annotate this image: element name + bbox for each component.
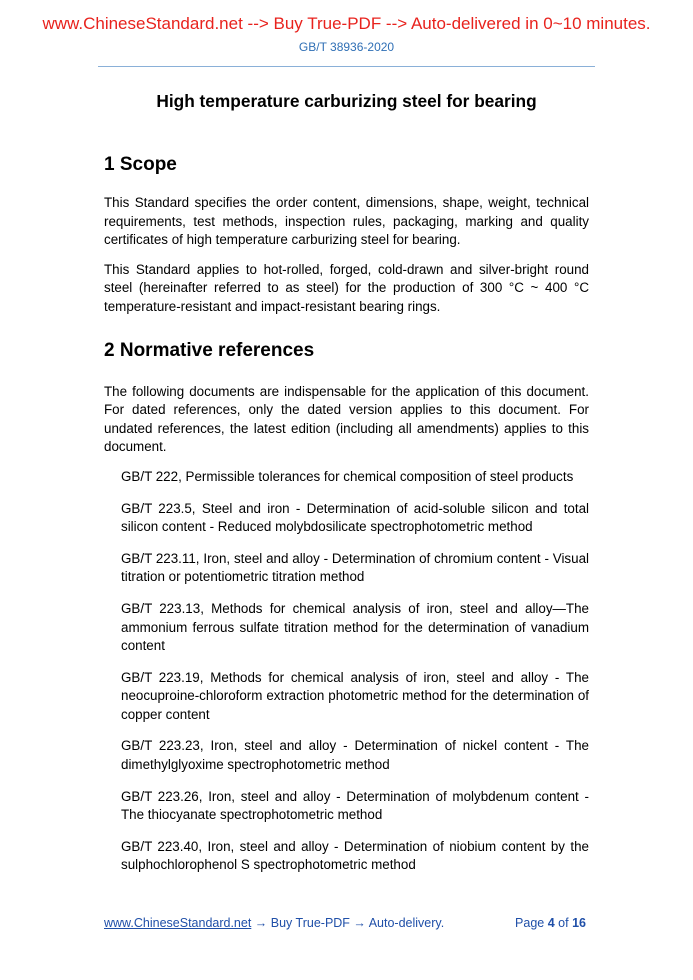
reference-item: GB/T 222, Permissible tolerances for chemical composition of steel products xyxy=(121,468,574,484)
document-title: High temperature carburizing steel for bearing xyxy=(156,91,537,111)
page-label: Page xyxy=(515,916,545,930)
reference-item: GB/T 223.5, Steel and iron - Determination of acid-soluble silicon and total silicon content - Reduced molybdosilicate spectrophotometric method xyxy=(121,500,589,535)
reference-item: GB/T 223.13, Methods for chemical analysis of iron, steel and alloy—The ammonium ferrous sulfate titration method for the determination of vanadium content xyxy=(121,600,589,654)
standard-code: GB/T 38936-2020 xyxy=(298,40,395,54)
reference-list xyxy=(104,468,589,875)
reference-item: GB/T 223.26, Iron, steel and alloy - Determination of molybdenum content - The thiocyanate spectrophotometric method xyxy=(121,788,589,823)
reference-item: GB/T 223.40, Iron, steel and alloy - Determination of niobium content by the sulphochlorophenol S spectrophotometric method xyxy=(121,838,589,873)
page-of-label: of xyxy=(558,916,569,930)
footer-site-link[interactable]: www.ChineseStandard.net xyxy=(104,916,252,930)
page-content xyxy=(104,90,589,888)
page-number: 4 xyxy=(547,916,555,930)
section-heading-scope: 1 Scope xyxy=(104,154,177,175)
scope-paragraph: This Standard specifies the order content, dimensions, shape, weight, technical requirements, test methods, inspection rules, packaging, marking and quality certificates of high temperature carburizing steel for bearing. xyxy=(104,195,589,248)
footer-purchase-text: → Buy True-PDF → Auto-delivery. xyxy=(251,916,445,930)
scope-paragraph: This Standard applies to hot-rolled, forged, cold-drawn and silver-bright round steel (hereinafter referred to as steel) for the production of 300 °C ~ 400 °C temperature-resistant and impact-resistant bearing rings. xyxy=(104,261,589,314)
header-divider xyxy=(98,66,595,67)
page-indicator xyxy=(515,916,586,930)
reference-item: GB/T 223.19, Methods for chemical analysis of iron, steel and alloy - The neocuproine-chloroform extraction photometric method for the determination of copper content xyxy=(121,669,589,722)
top-banner[interactable]: www.ChineseStandard.net --> Buy True-PDF --> Auto-delivered in 0~10 minutes. xyxy=(42,14,651,33)
page-footer xyxy=(104,916,586,930)
normative-intro-paragraph: The following documents are indispensable for the application of this document. For dated references, only the dated version applies to this document. For undated references, the latest edition (including all amendments) applies to this document. xyxy=(104,383,589,455)
reference-item: GB/T 223.23, Iron, steel and alloy - Determination of nickel content - The dimethylglyoxime spectrophotometric method xyxy=(121,738,589,773)
reference-item: GB/T 223.11, Iron, steel and alloy - Determination of chromium content - Visual titration or potentiometric titration method xyxy=(121,550,589,585)
section-heading-normative-references: 2 Normative references xyxy=(104,339,315,361)
page-total: 16 xyxy=(572,916,586,930)
